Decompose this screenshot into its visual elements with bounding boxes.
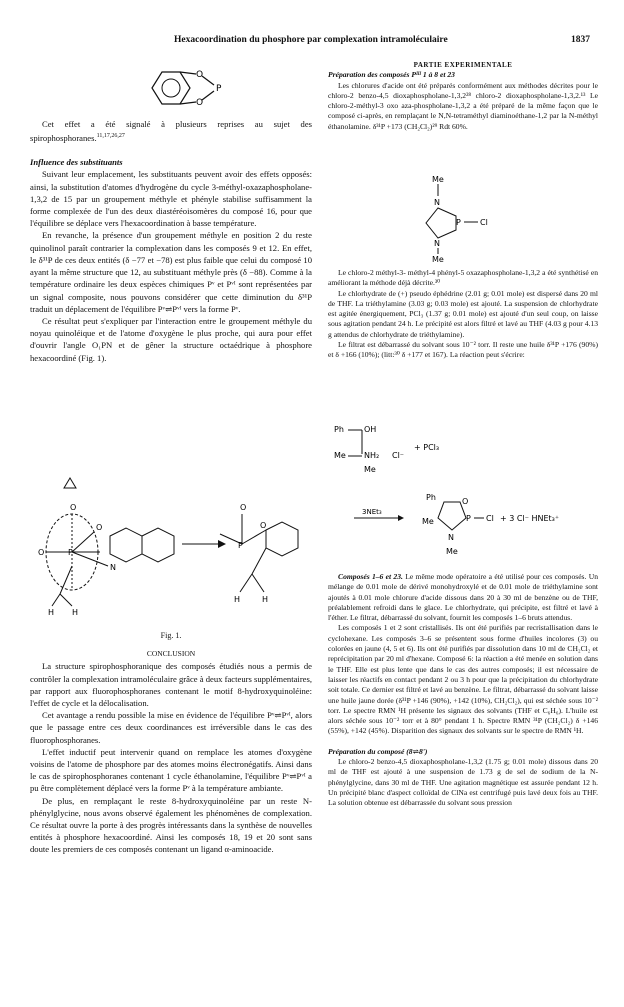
prep2-para-1: Le chloro-2 benzo-4,5 dioxaphospholane-1,3,2 (1.75 g; 0.01 mole) dissous dans 20 ml de THF est ajouté à une suspension de 1.73 g de sel de sodium de la N-phénylglycine, dans 30 ml de THF. Une agitation magnétique est assurée pendant 12 h. Un précipité blanc d'aspect colloïdal de ClNa est centrifugé puis lavé deux fois au THF. La solution obtenue est débarrassée du solvant sous pression <box>328 757 598 808</box>
conclusion-para-3: L'effet inductif peut intervenir quand on remplace les atomes d'oxygène voisins de l'atome de phosphore par des atomes moins électronégatifs. Ainsi dans le cas de spirophosphoranes contenant 1 cycle éthanolamine, l'équilibre Pᵛ⇌Pᵛᴵ a pu être complètement déplacé vers la forme Pᵛ à la température ambiante. <box>30 746 312 794</box>
prep-para-2: Le chloro-2 méthyl-3- méthyl-4 phényl-5 oxazaphospholane-1,3,2 a été synthétisé en améliorant la méthode déjà décrite.³⁰ <box>328 268 598 288</box>
reactant-oh: OH <box>364 425 377 434</box>
reactant-pcl3: + PCl₃ <box>414 443 440 452</box>
struct-n-bottom: N <box>434 239 440 248</box>
right-column-top <box>328 60 598 132</box>
conclusion-heading: CONCLUSION <box>146 649 196 659</box>
conclusion-para-1: La structure spirophosphoranique des composés étudiés nous a permis de contrôler la complexation intramoléculaire grâce à deux facteurs supplémentaires, par rapport aux fluorophosphoranes contenant le motif 8-hydroxyquinoléine: l'effet de cycle et la délocalisation. <box>30 661 312 709</box>
struct-me-top: Me <box>432 175 444 184</box>
product-cl: Cl <box>486 514 494 523</box>
benzodioxaphosphole-structure <box>130 62 240 114</box>
svg-text:O: O <box>70 503 77 512</box>
experimental-heading: PARTIE EXPERIMENTALE <box>413 61 513 69</box>
running-title: Hexacoordination du phosphore par complexation intramoléculaire <box>174 35 448 45</box>
page-number: 1837 <box>571 35 590 45</box>
substituents-para-2: En revanche, la présence d'un groupement méthyle en position 2 du reste quinolinol paraît contrarier la complexation dans les composés 9 et 12. En effet, le δ³¹P de ces deux entités (δ −77 et −78) est plus faible que celui du composé 10 ayant la même structure que 12, au substituant méthyle près (δ −88). Comme à la température ordinaire les deux espèces chimiques Pᵛ et Pᵛᴵ sont représentées par un signal composite, nous pouvons considérer que cette diminution du δ³¹P traduit un déplacement de l'équilibre Pᵛ⇌Pᵛᴵ vers la forme Pᵛ. <box>30 230 312 314</box>
diazaphospholane-structure <box>420 172 520 264</box>
compounds-para-1: Le même mode opératoire a été utilisé pour ces composés. Un mélange de 0.01 mole de dérivé monohydroxylé et de 0.01 mole de triéthylamine sont ajoutés à 0.01 mole chlorure d'acide dissous dans 20 à 30 ml de benzène ou de THF, préalablement refroidi dans le glace. Le chlorhydrate, qui précipite, est filtré et lavé à l'éther. Le filtrat, débarrassé du solvant, fournit les composés 1–6 bruts attendus. <box>328 572 598 623</box>
byproduct: + 3 Cl⁻ HNEt₃⁺ <box>500 514 560 523</box>
prep2-heading: Préparation du composé (8⇌8') <box>328 746 428 756</box>
reactant-ph: Ph <box>334 425 344 434</box>
reactant-cl-minus: Cl⁻ <box>392 451 405 460</box>
svg-text:N: N <box>110 563 116 572</box>
reaction-scheme <box>328 422 598 564</box>
struct-me-bottom: Me <box>432 255 444 264</box>
right-column-prep <box>328 268 598 361</box>
struct-n-top: N <box>434 198 440 207</box>
reactant-me: Me <box>334 451 346 460</box>
svg-text:O: O <box>260 521 267 530</box>
figure-1 <box>30 474 312 624</box>
svg-text:H: H <box>234 595 241 604</box>
conclusion-para-4: De plus, en remplaçant le reste 8-hydroxyquinoléine par un reste N-phénylglycine, nous avons observé également les phénomènes de complexation. Ce résultat ouvre la porte à des progrès intéressants dans la synthèse de nouvelles entités à phosphore hexacoordiné. Ainsi les composés 18, 19 et 20 sont sans doute les premiers de ces composés contenant un ligand α-aminoacide. <box>30 795 312 855</box>
svg-text:P: P <box>216 84 222 94</box>
struct-cl: Cl <box>480 218 488 227</box>
intro-text: Cet effet a été signalé à plusieurs reprises au sujet des spirophosphoranes. <box>30 119 312 144</box>
svg-text:O: O <box>96 523 103 532</box>
svg-text:O: O <box>240 503 247 512</box>
left-column-conclusion <box>30 630 312 856</box>
running-header <box>34 35 590 49</box>
right-column-compounds <box>328 572 598 809</box>
figure-caption: Fig. 1. <box>160 631 182 640</box>
left-column <box>30 118 312 364</box>
struct-p: P <box>456 218 461 227</box>
svg-text:P: P <box>68 548 73 557</box>
svg-text:H: H <box>72 608 79 617</box>
intro-refs: 11,17,26,27 <box>96 133 125 140</box>
product-n-me: Me <box>446 547 458 556</box>
arrow-label: 3NEt₃ <box>362 508 382 516</box>
substituents-para-1: Suivant leur emplacement, les substituants peuvent avoir des effets opposés: ainsi, la substitution d'atomes d'hydrogène du cycle 3-méthyl-oxazaphospholane-1,3,2 de 15 par un groupement méthyle et phényle stabilise suffisamment la forme complexée de l'un des deux diastéréoisomères du composé 16, pour que l'équilibre se déplace vers l'hexacoordination à basse température. <box>30 169 312 229</box>
reactant-nh2: NH₂ <box>364 451 380 460</box>
compounds-para-2: Les composés 1 et 2 sont cristallisés. Ils ont été purifiés par recristallisation dans le cyclohexane. Les composés 3–6 se présentent sous forme d'huiles incolores (3) ou colorées en jaune (4, 5 et 6). Ils ont été purifiés par dissolution dans 10 ml de CH₂Cl₂ et reprécipitation par 20 ml d'hexane. Composé 6: la réaction a été menée en solution dans le THF. Elle est plus lente que dans le cas des autres composés; il est nécessaire de laisser les réactifs en contact pendant 2 ou 3 h pour que la précipitation du chlorhydrate soit totale. Ce dernier est filtré et lavé au benzène. Le filtrat, débarrassé du solvant laisse une huile jaune dorée (δ³¹P +146 (90%), +142 (10%), CH₂Cl₂), qui est séchée sous 10⁻² torr. Le spectre RMN ¹H présente les signaux des solvants (THF et C₆H₆). L'huile est alors séchée sous 10⁻² torr et à 80° pendant 1 h. Spectre RMN ³¹P (CH₂Cl₂) δ +146 (55%), +142 (45%). Disparition des signaux des solvants sur le spectre de RMN ¹H. <box>328 623 598 736</box>
svg-text:H: H <box>262 595 269 604</box>
svg-text:O: O <box>196 98 204 108</box>
prep-para-1: Les chlorures d'acide ont été préparés conformément aux méthodes décrites pour le chloro-2 benzo-4,5 dioxaphospholane-1,3,2²⁸ chloro-2 dioxaphospholane-1,3,2.¹³ Le chloro-2-méthyl-3 oxo aza-phospholane-1,3,2 a été préparé de la même façon que le composé ci-après, en remplaçant le N,N-tetraméthyl diaminoéthane-1,2 par la N-méthyl éthanolamine. δ³¹P +173 (CH₂Cl₂)²⁹ Rdt 60%. <box>328 80 598 131</box>
compounds-heading: Composés 1–6 et 23. <box>338 572 403 581</box>
product-ph: Ph <box>426 493 436 502</box>
svg-text:O: O <box>196 70 204 80</box>
substituents-para-3: Ce résultat peut s'expliquer par l'interaction entre le groupement méthyle du noyau quinoléique et de l'atome d'oxygène le plus proche, qui aura pour effet d'ouvrir l'angle O₁PN et de gêner la structure octaédrique à phosphore hexacoordiné (Fig. 1). <box>30 315 312 363</box>
svg-text:H: H <box>48 608 55 617</box>
product-p: P <box>466 514 471 523</box>
product-o: O <box>462 497 469 506</box>
svg-text:O: O <box>38 548 45 557</box>
substituents-heading: Influence des substituants <box>30 157 123 168</box>
conclusion-para-2: Cet avantage a rendu possible la mise en évidence de l'équilibre Pᵛ⇌Pᵛᴵ, alors que le passage entre ces deux coordinances est irréversible dans le cas des fluorophosphoranes. <box>30 710 312 745</box>
svg-text:P: P <box>238 541 243 550</box>
product-n: N <box>448 533 454 542</box>
reactant-n-me: Me <box>364 465 376 474</box>
prep-para-4: Le filtrat est débarrassé du solvant sous 10⁻² torr. Il reste une huile δ³¹P +176 (90%) et δ +166 (10%); (litt:³⁰ δ +177 et 167). La réaction peut s'écrire: <box>328 340 598 360</box>
prep-para-3: Le chlorhydrate de (+) pseudo éphédrine (2.01 g; 0.01 mole) est dispersé dans 20 ml de THF. La triéthylamine (3.03 g; 0.03 mole) est ajouté. La suspension de chlorhydrate est agitée énergiquement, PCl₃ (1.37 g; 0.01 mole) est ajouté d'un seul coup, on laisse sous agitation pendant 24 h. Le précipité est alors filtré et lavé au THF (4.03 g pour 4.13 g attendus de chlorhydrate de triéthylamine). <box>328 288 598 339</box>
prep-heading: Préparation des composés Pᴵᴵᴵ 1 à 8 et 23 <box>328 70 455 80</box>
product-me: Me <box>422 517 434 526</box>
